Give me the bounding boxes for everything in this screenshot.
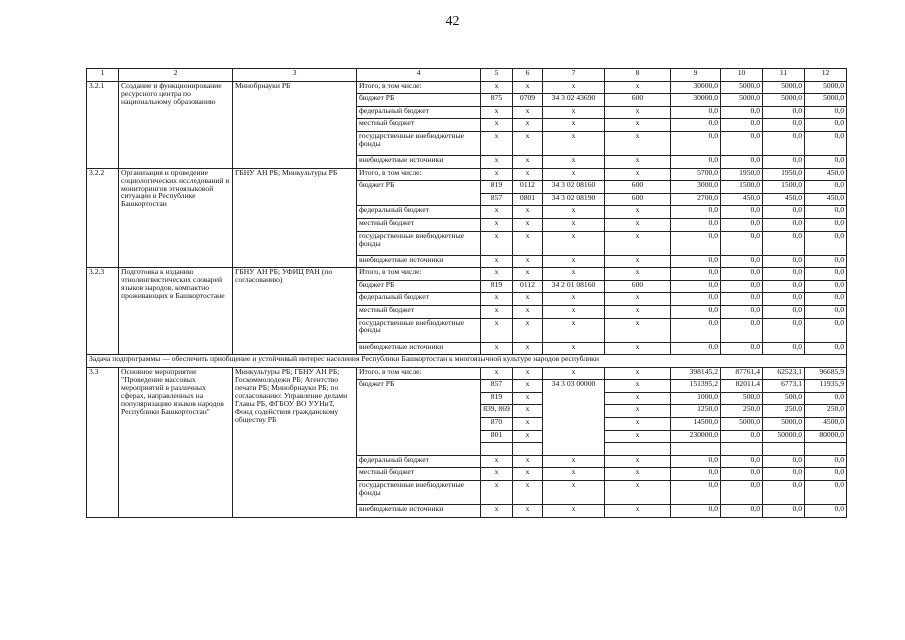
amount-cell: 0,0: [721, 280, 763, 293]
header-row: [87, 69, 847, 82]
amount-cell: 500,0: [721, 392, 763, 405]
amount-cell: 0,0: [763, 318, 805, 342]
funding-source: внебюджетные источники: [357, 342, 481, 355]
amount-cell: 0,0: [763, 119, 805, 132]
amount-cell: 0,0: [721, 106, 763, 119]
code-cell: 819: [481, 181, 513, 194]
amount-cell: 0,0: [721, 131, 763, 155]
code-cell: 34 2 01 08160: [543, 280, 605, 293]
funding-source: местный бюджет: [357, 119, 481, 132]
amount-cell: 5000,0: [721, 94, 763, 107]
amount-cell: 250,0: [763, 405, 805, 418]
code-cell: 34 3 03 00000: [543, 380, 605, 456]
amount-cell: 0,0: [721, 305, 763, 318]
code-cell: х: [605, 392, 671, 405]
amount-cell: 250,0: [721, 405, 763, 418]
code-cell: х: [543, 231, 605, 255]
amount-cell: 0,0: [671, 342, 721, 355]
amount-cell: 0,0: [805, 218, 847, 231]
amount-cell: 4500,0: [805, 418, 847, 431]
table-row: [87, 168, 847, 181]
funding-source: бюджет РБ: [357, 280, 481, 293]
code-cell: х: [605, 218, 671, 231]
item-name: Создание и функционирование ресурсного центра по национальному образованию: [119, 81, 233, 168]
code-cell: х: [605, 255, 671, 268]
funding-source: местный бюджет: [357, 218, 481, 231]
code-cell: х: [513, 342, 543, 355]
amount-cell: 0,0: [671, 131, 721, 155]
code-cell: х: [513, 455, 543, 468]
code-cell: [513, 443, 543, 456]
amount-cell: 0,0: [805, 293, 847, 306]
column-header: 8: [605, 69, 671, 82]
amount-cell: 0,0: [671, 119, 721, 132]
code-cell: х: [605, 268, 671, 281]
amount-cell: 0,0: [721, 218, 763, 231]
code-cell: х: [543, 206, 605, 219]
amount-cell: 50000,0: [763, 430, 805, 443]
code-cell: х: [543, 131, 605, 155]
code-cell: х: [543, 318, 605, 342]
funding-source: бюджет РБ: [357, 94, 481, 107]
column-header: 1: [87, 69, 119, 82]
item-executors: ГБНУ АН РБ; Минкультуры РБ: [233, 168, 357, 268]
code-cell: х: [605, 405, 671, 418]
amount-cell: 14500,0: [671, 418, 721, 431]
code-cell: х: [543, 168, 605, 181]
item-executors: ГБНУ АН РБ; УФИЦ РАН (по согласованию): [233, 268, 357, 355]
amount-cell: 0,0: [805, 155, 847, 168]
amount-cell: 230000,0: [671, 430, 721, 443]
column-header: 11: [763, 69, 805, 82]
amount-cell: 0,0: [763, 131, 805, 155]
code-cell: х: [513, 106, 543, 119]
code-cell: х: [513, 318, 543, 342]
code-cell: 819: [481, 392, 513, 405]
amount-cell: 0,0: [721, 206, 763, 219]
code-cell: х: [481, 305, 513, 318]
amount-cell: [805, 443, 847, 456]
code-cell: х: [513, 206, 543, 219]
code-cell: 0112: [513, 181, 543, 194]
funding-source: местный бюджет: [357, 305, 481, 318]
table-body: [87, 69, 847, 518]
amount-cell: 0,0: [805, 280, 847, 293]
amount-cell: 0,0: [721, 231, 763, 255]
code-cell: х: [513, 231, 543, 255]
amount-cell: 62523,1: [763, 367, 805, 380]
amount-cell: 6773,1: [763, 380, 805, 393]
amount-cell: 0,0: [721, 255, 763, 268]
funding-source: бюджет РБ: [357, 181, 481, 206]
code-cell: х: [513, 268, 543, 281]
amount-cell: 0,0: [805, 305, 847, 318]
funding-source: внебюджетные источники: [357, 255, 481, 268]
amount-cell: 0,0: [763, 481, 805, 505]
code-cell: х: [481, 318, 513, 342]
amount-cell: 0,0: [763, 155, 805, 168]
code-cell: х: [543, 293, 605, 306]
code-cell: х: [481, 168, 513, 181]
amount-cell: [671, 443, 721, 456]
code-cell: х: [481, 231, 513, 255]
code-cell: х: [543, 505, 605, 518]
funding-source: государственные внебюджетные фонды: [357, 481, 481, 505]
code-cell: х: [481, 268, 513, 281]
funding-source: Итого, в том числе:: [357, 268, 481, 281]
item-number: 3.3: [87, 367, 119, 517]
amount-cell: 5000,0: [721, 81, 763, 94]
code-cell: х: [605, 468, 671, 481]
amount-cell: 0,0: [721, 318, 763, 342]
code-cell: х: [481, 367, 513, 380]
code-cell: 839, 869: [481, 405, 513, 418]
code-cell: [605, 443, 671, 456]
amount-cell: 0,0: [671, 280, 721, 293]
amount-cell: 1500,0: [721, 181, 763, 194]
funding-source: бюджет РБ: [357, 380, 481, 456]
code-cell: х: [543, 468, 605, 481]
code-cell: х: [605, 168, 671, 181]
amount-cell: 30000,0: [671, 81, 721, 94]
amount-cell: 0,0: [721, 468, 763, 481]
amount-cell: 0,0: [805, 392, 847, 405]
code-cell: х: [513, 255, 543, 268]
code-cell: х: [543, 119, 605, 132]
amount-cell: 0,0: [805, 131, 847, 155]
amount-cell: 0,0: [805, 455, 847, 468]
code-cell: х: [543, 255, 605, 268]
amount-cell: 0,0: [763, 280, 805, 293]
amount-cell: 0,0: [805, 119, 847, 132]
amount-cell: 0,0: [671, 468, 721, 481]
amount-cell: 0,0: [721, 293, 763, 306]
table-row: [87, 367, 847, 380]
code-cell: х: [543, 268, 605, 281]
column-header: 5: [481, 69, 513, 82]
funding-source: государственные внебюджетные фонды: [357, 318, 481, 342]
amount-cell: 5000,0: [763, 418, 805, 431]
code-cell: х: [605, 505, 671, 518]
code-cell: х: [481, 155, 513, 168]
code-cell: х: [481, 81, 513, 94]
amount-cell: 0,0: [721, 481, 763, 505]
amount-cell: 0,0: [805, 342, 847, 355]
code-cell: 0709: [513, 94, 543, 107]
code-cell: х: [543, 106, 605, 119]
code-cell: х: [605, 81, 671, 94]
code-cell: 857: [481, 193, 513, 206]
amount-cell: 0,0: [671, 268, 721, 281]
code-cell: 875: [481, 94, 513, 107]
amount-cell: 5000,0: [805, 81, 847, 94]
code-cell: 600: [605, 181, 671, 194]
amount-cell: 0,0: [721, 342, 763, 355]
code-cell: х: [481, 255, 513, 268]
amount-cell: 30000,0: [671, 94, 721, 107]
funding-source: Итого, в том числе:: [357, 168, 481, 181]
amount-cell: 1250,0: [671, 405, 721, 418]
funding-source: внебюджетные источники: [357, 505, 481, 518]
code-cell: х: [543, 155, 605, 168]
amount-cell: 0,0: [763, 218, 805, 231]
code-cell: х: [513, 81, 543, 94]
amount-cell: 0,0: [763, 505, 805, 518]
task-row: [87, 355, 847, 368]
funding-source: местный бюджет: [357, 468, 481, 481]
code-cell: х: [605, 430, 671, 443]
code-cell: 34 3 02 08190: [543, 193, 605, 206]
amount-cell: 151395,2: [671, 380, 721, 393]
code-cell: х: [481, 119, 513, 132]
budget-table: [86, 68, 847, 518]
code-cell: 819: [481, 280, 513, 293]
code-cell: х: [605, 206, 671, 219]
amount-cell: 0,0: [671, 481, 721, 505]
code-cell: х: [481, 206, 513, 219]
code-cell: х: [513, 481, 543, 505]
code-cell: х: [481, 342, 513, 355]
code-cell: 600: [605, 94, 671, 107]
funding-source: федеральный бюджет: [357, 293, 481, 306]
code-cell: х: [513, 119, 543, 132]
amount-cell: 3000,0: [671, 181, 721, 194]
amount-cell: 0,0: [805, 268, 847, 281]
amount-cell: 450,0: [805, 193, 847, 206]
amount-cell: 1950,0: [763, 168, 805, 181]
funding-source: федеральный бюджет: [357, 455, 481, 468]
code-cell: х: [605, 455, 671, 468]
amount-cell: 0,0: [671, 455, 721, 468]
column-header: 3: [233, 69, 357, 82]
amount-cell: 5000,0: [805, 94, 847, 107]
amount-cell: 0,0: [763, 106, 805, 119]
funding-source: внебюджетные источники: [357, 155, 481, 168]
code-cell: х: [605, 119, 671, 132]
code-cell: х: [605, 318, 671, 342]
code-cell: х: [543, 305, 605, 318]
amount-cell: 5700,0: [671, 168, 721, 181]
code-cell: х: [513, 392, 543, 405]
amount-cell: 0,0: [805, 481, 847, 505]
code-cell: х: [543, 342, 605, 355]
code-cell: 857: [481, 380, 513, 393]
code-cell: х: [543, 218, 605, 231]
amount-cell: 0,0: [671, 206, 721, 219]
funding-source: государственные внебюджетные фонды: [357, 131, 481, 155]
funding-source: Итого, в том числе:: [357, 367, 481, 380]
item-executors: Минкультуры РБ; ГБНУ АН РБ; Госкоммолодежи РБ; Агентство печати РБ; Минобрнауки РБ; по согласованию: Управление делами Главы РБ, ФГБОУ ВО УУНиТ, Фонд содействия гражданскому обществу РБ: [233, 367, 357, 517]
item-name: Основное мероприятие "Проведение массовых мероприятий в различных сферах, направленных на популяризацию языков народов Республики Башкортостан": [119, 367, 233, 517]
amount-cell: 398145,2: [671, 367, 721, 380]
amount-cell: [721, 443, 763, 456]
item-name: Организация и проведение социологических исследований и мониторингов этноязыковой ситуации в Республике Башкортостан: [119, 168, 233, 268]
amount-cell: 0,0: [805, 255, 847, 268]
code-cell: х: [513, 418, 543, 431]
code-cell: х: [481, 106, 513, 119]
amount-cell: 0,0: [805, 318, 847, 342]
code-cell: х: [605, 293, 671, 306]
page-number: 42: [445, 14, 460, 29]
amount-cell: 0,0: [763, 468, 805, 481]
code-cell: 0801: [513, 193, 543, 206]
column-header: 9: [671, 69, 721, 82]
code-cell: х: [605, 155, 671, 168]
amount-cell: 0,0: [671, 305, 721, 318]
table-row: [87, 81, 847, 94]
amount-cell: 5000,0: [763, 81, 805, 94]
code-cell: х: [513, 131, 543, 155]
amount-cell: 0,0: [763, 231, 805, 255]
amount-cell: 0,0: [763, 293, 805, 306]
column-header: 12: [805, 69, 847, 82]
amount-cell: 0,0: [763, 455, 805, 468]
code-cell: 600: [605, 193, 671, 206]
code-cell: 801: [481, 430, 513, 443]
amount-cell: 1950,0: [721, 168, 763, 181]
amount-cell: 0,0: [671, 293, 721, 306]
amount-cell: 1000,0: [671, 392, 721, 405]
code-cell: 34 3 02 08160: [543, 181, 605, 194]
amount-cell: 0,0: [763, 268, 805, 281]
amount-cell: 0,0: [671, 218, 721, 231]
amount-cell: 0,0: [805, 505, 847, 518]
table-row: [87, 268, 847, 281]
code-cell: х: [543, 481, 605, 505]
amount-cell: 0,0: [671, 255, 721, 268]
task-text: Задача подпрограммы — обеспечить приобщение и устойчивый интерес населения Республики Башкортостан к многоязычной культуре народов республики: [87, 355, 847, 368]
item-number: 3.2.3: [87, 268, 119, 355]
code-cell: х: [605, 342, 671, 355]
amount-cell: 87761,4: [721, 367, 763, 380]
code-cell: х: [605, 106, 671, 119]
amount-cell: 0,0: [671, 231, 721, 255]
amount-cell: 0,0: [721, 505, 763, 518]
amount-cell: 250,0: [805, 405, 847, 418]
amount-cell: 0,0: [721, 268, 763, 281]
code-cell: х: [513, 430, 543, 443]
code-cell: х: [481, 505, 513, 518]
code-cell: 600: [605, 280, 671, 293]
code-cell: х: [543, 81, 605, 94]
amount-cell: 5000,0: [721, 418, 763, 431]
code-cell: х: [543, 367, 605, 380]
code-cell: х: [513, 505, 543, 518]
code-cell: 870: [481, 418, 513, 431]
code-cell: х: [513, 367, 543, 380]
code-cell: х: [543, 455, 605, 468]
amount-cell: 11935,9: [805, 380, 847, 393]
amount-cell: 0,0: [721, 430, 763, 443]
code-cell: х: [513, 380, 543, 393]
code-cell: х: [513, 305, 543, 318]
funding-source: Итого, в том числе:: [357, 81, 481, 94]
amount-cell: 1500,0: [763, 181, 805, 194]
code-cell: х: [481, 481, 513, 505]
column-header: 6: [513, 69, 543, 82]
amount-cell: 80000,0: [805, 430, 847, 443]
code-cell: х: [481, 455, 513, 468]
code-cell: х: [513, 468, 543, 481]
amount-cell: 450,0: [763, 193, 805, 206]
amount-cell: [763, 443, 805, 456]
item-name: Подготовка к изданию этнолингвистических словарей языков народов, компактно проживающих в Башкортостане: [119, 268, 233, 355]
code-cell: [481, 443, 513, 456]
code-cell: х: [513, 293, 543, 306]
amount-cell: 0,0: [763, 305, 805, 318]
amount-cell: 0,0: [805, 206, 847, 219]
amount-cell: 0,0: [805, 468, 847, 481]
code-cell: х: [513, 155, 543, 168]
amount-cell: 96685,9: [805, 367, 847, 380]
code-cell: х: [481, 218, 513, 231]
code-cell: 34 3 02 43690: [543, 94, 605, 107]
amount-cell: 5000,0: [763, 94, 805, 107]
amount-cell: 0,0: [763, 342, 805, 355]
code-cell: х: [605, 380, 671, 393]
amount-cell: 0,0: [721, 155, 763, 168]
code-cell: х: [481, 293, 513, 306]
code-cell: х: [481, 468, 513, 481]
column-header: 2: [119, 69, 233, 82]
amount-cell: 0,0: [671, 318, 721, 342]
amount-cell: 2700,0: [671, 193, 721, 206]
amount-cell: 0,0: [805, 231, 847, 255]
code-cell: х: [605, 481, 671, 505]
code-cell: х: [605, 231, 671, 255]
amount-cell: 0,0: [721, 455, 763, 468]
item-number: 3.2.2: [87, 168, 119, 268]
code-cell: х: [513, 218, 543, 231]
code-cell: х: [481, 131, 513, 155]
amount-cell: 0,0: [805, 181, 847, 194]
amount-cell: 500,0: [763, 392, 805, 405]
code-cell: х: [513, 405, 543, 418]
amount-cell: 0,0: [671, 106, 721, 119]
amount-cell: 0,0: [671, 155, 721, 168]
amount-cell: 0,0: [805, 106, 847, 119]
funding-source: федеральный бюджет: [357, 106, 481, 119]
amount-cell: 82011,4: [721, 380, 763, 393]
column-header: 7: [543, 69, 605, 82]
code-cell: х: [605, 305, 671, 318]
amount-cell: 450,0: [721, 193, 763, 206]
amount-cell: 450,0: [805, 168, 847, 181]
code-cell: х: [605, 418, 671, 431]
amount-cell: 0,0: [721, 119, 763, 132]
item-executors: Минобрнауки РБ: [233, 81, 357, 168]
column-header: 10: [721, 69, 763, 82]
code-cell: х: [605, 367, 671, 380]
code-cell: х: [605, 131, 671, 155]
item-number: 3.2.1: [87, 81, 119, 168]
amount-cell: 0,0: [671, 505, 721, 518]
column-header: 4: [357, 69, 481, 82]
funding-source: федеральный бюджет: [357, 206, 481, 219]
funding-source: государственные внебюджетные фонды: [357, 231, 481, 255]
amount-cell: 0,0: [763, 206, 805, 219]
code-cell: х: [513, 168, 543, 181]
amount-cell: 0,0: [763, 255, 805, 268]
code-cell: 0112: [513, 280, 543, 293]
